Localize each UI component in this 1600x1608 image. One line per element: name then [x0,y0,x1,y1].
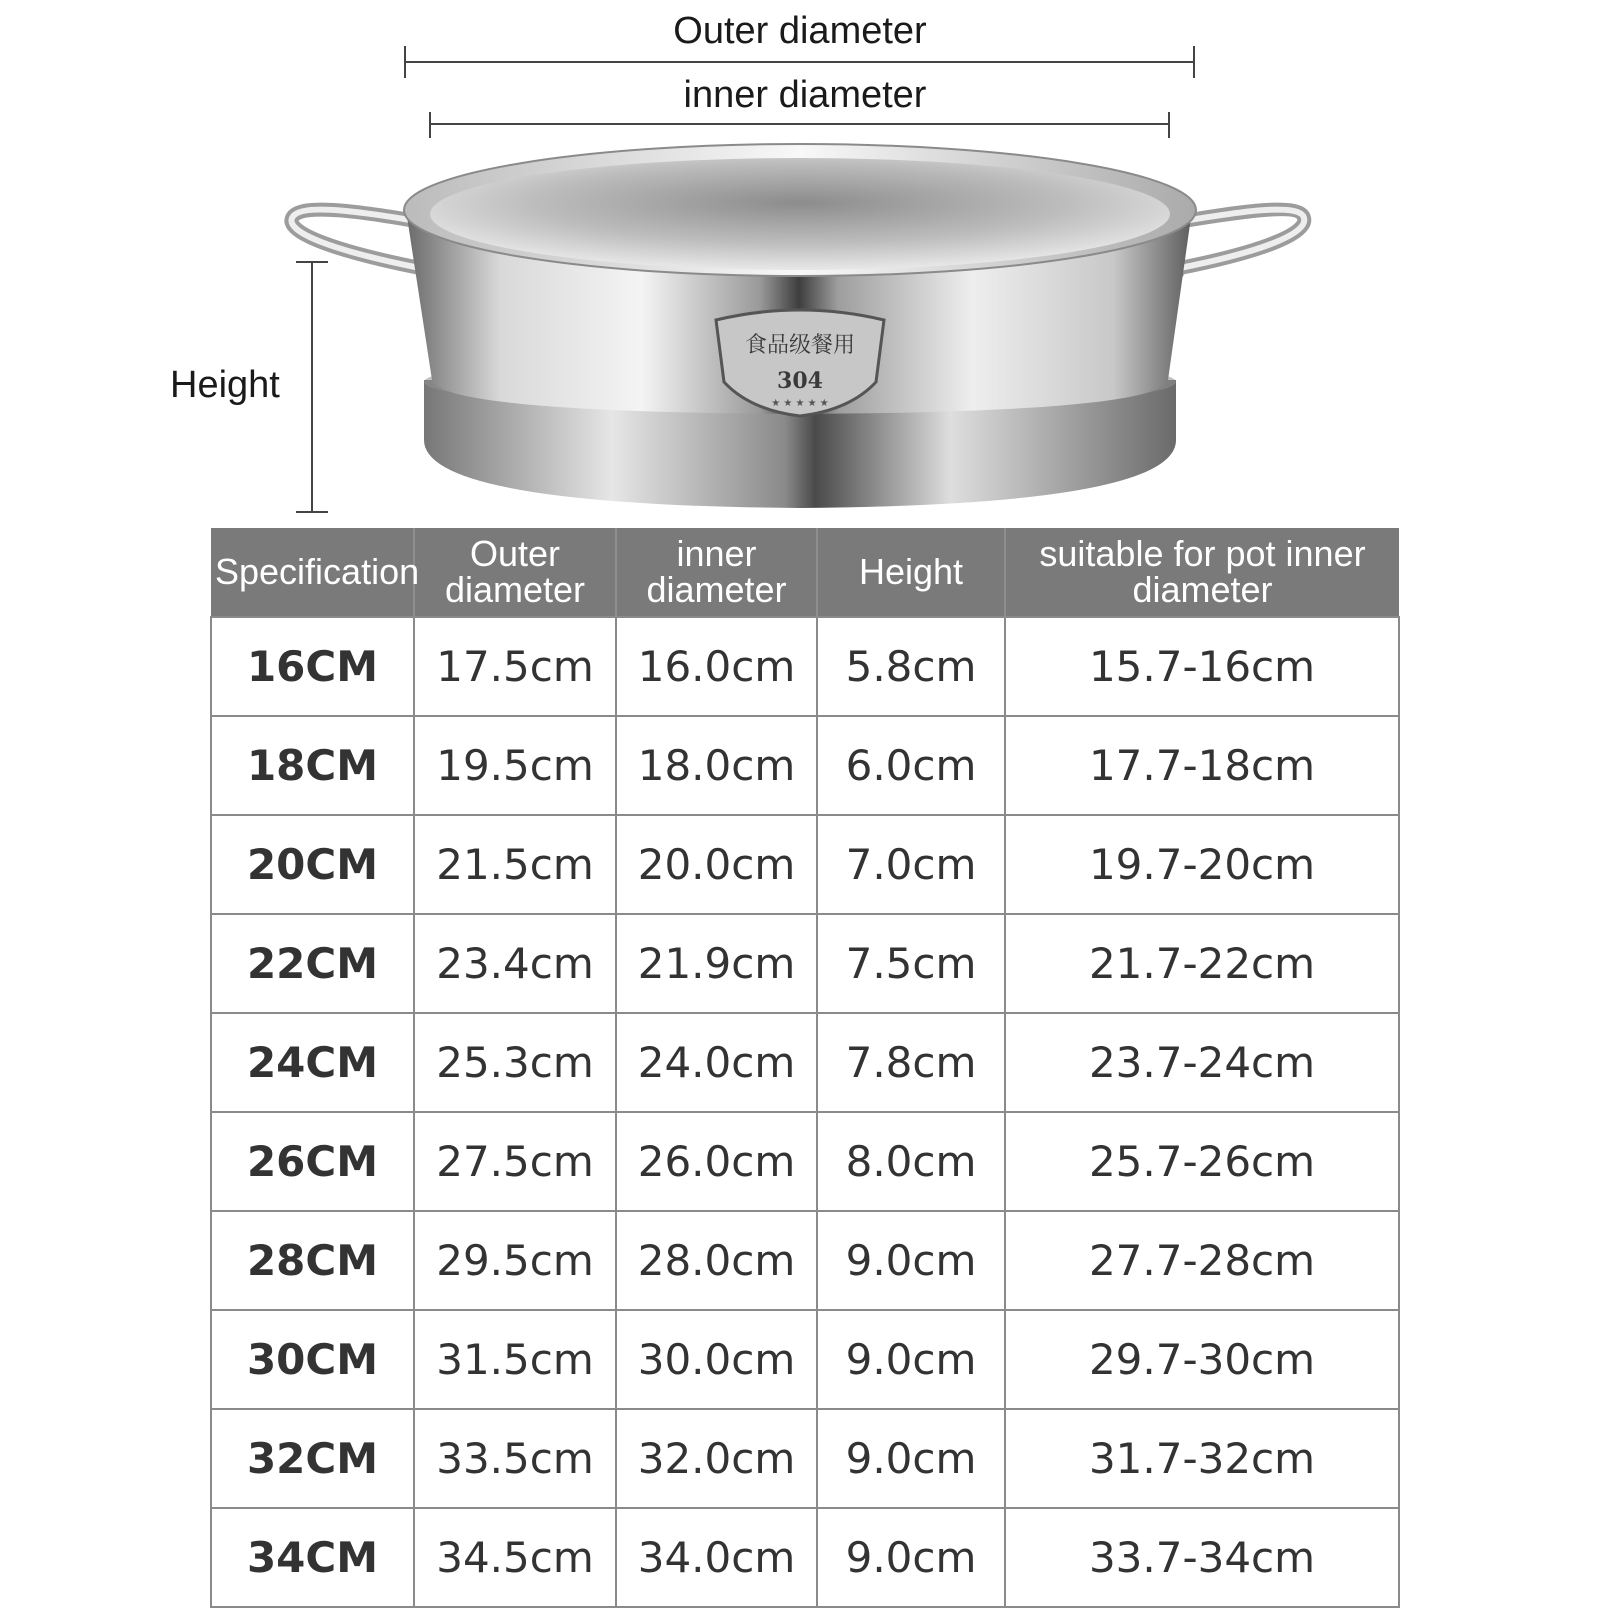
table-header-row [211,528,1399,617]
cell-suitable: 15.7-16cm [1005,617,1399,716]
table-row [211,1013,1399,1112]
cell-spec: 28CM [211,1211,414,1310]
pot-interior [430,158,1170,270]
badge-chars: 食品级餐用 [744,333,856,358]
cell-inner: 24.0cm [616,1013,817,1112]
cell-suitable: 19.7-20cm [1005,815,1399,914]
table-row [211,1211,1399,1310]
steamer-pot-image [0,0,1600,520]
cell-outer: 27.5cm [414,1112,616,1211]
cell-spec: 24CM [211,1013,414,1112]
cell-suitable: 33.7-34cm [1005,1508,1399,1607]
cell-height: 9.0cm [817,1409,1005,1508]
cell-inner: 16.0cm [616,617,817,716]
cell-outer: 19.5cm [414,716,616,815]
header-specification: Specification [211,528,414,617]
cell-outer: 23.4cm [414,914,616,1013]
cell-suitable: 31.7-32cm [1005,1409,1399,1508]
cell-height: 9.0cm [817,1508,1005,1607]
header-inner-diameter: inner diameter [616,528,817,617]
cell-height: 7.5cm [817,914,1005,1013]
height-label: Height [170,364,280,406]
header-outer-diameter: Outer diameter [414,528,616,617]
cell-spec: 32CM [211,1409,414,1508]
table-row [211,1409,1399,1508]
cell-inner: 30.0cm [616,1310,817,1409]
cell-spec: 22CM [211,914,414,1013]
cell-spec: 18CM [211,716,414,815]
cell-spec: 26CM [211,1112,414,1211]
cell-outer: 29.5cm [414,1211,616,1310]
badge-stars-icon: ★ ★ ★ ★ ★ [771,398,829,409]
cell-height: 7.0cm [817,815,1005,914]
cell-inner: 34.0cm [616,1508,817,1607]
table-row [211,914,1399,1013]
cell-height: 9.0cm [817,1211,1005,1310]
cell-spec: 16CM [211,617,414,716]
table-row [211,617,1399,716]
specification-table [210,528,1400,1608]
cell-suitable: 21.7-22cm [1005,914,1399,1013]
cell-suitable: 25.7-26cm [1005,1112,1399,1211]
cell-height: 5.8cm [817,617,1005,716]
inner-diameter-label: inner diameter [683,74,927,116]
cell-outer: 34.5cm [414,1508,616,1607]
cell-outer: 21.5cm [414,815,616,914]
cell-height: 6.0cm [817,716,1005,815]
badge-number: 304 [777,368,823,394]
outer-diameter-label: Outer diameter [673,10,927,52]
table-row [211,1112,1399,1211]
cell-spec: 30CM [211,1310,414,1409]
cell-suitable: 27.7-28cm [1005,1211,1399,1310]
cell-height: 8.0cm [817,1112,1005,1211]
cell-inner: 18.0cm [616,716,817,815]
cell-inner: 21.9cm [616,914,817,1013]
cell-suitable: 23.7-24cm [1005,1013,1399,1112]
cell-outer: 33.5cm [414,1409,616,1508]
cell-suitable: 17.7-18cm [1005,716,1399,815]
cell-suitable: 29.7-30cm [1005,1310,1399,1409]
table-row [211,1508,1399,1607]
cell-outer: 31.5cm [414,1310,616,1409]
cell-inner: 32.0cm [616,1409,817,1508]
table-row [211,815,1399,914]
cell-spec: 34CM [211,1508,414,1607]
cell-inner: 20.0cm [616,815,817,914]
cell-inner: 28.0cm [616,1211,817,1310]
cell-height: 7.8cm [817,1013,1005,1112]
header-height: Height [817,528,1005,617]
cell-outer: 25.3cm [414,1013,616,1112]
table-row [211,716,1399,815]
cell-height: 9.0cm [817,1310,1005,1409]
table-row [211,1310,1399,1409]
cell-outer: 17.5cm [414,617,616,716]
header-suitable-pot: suitable for pot inner diameter [1005,528,1399,617]
cell-spec: 20CM [211,815,414,914]
cell-inner: 26.0cm [616,1112,817,1211]
